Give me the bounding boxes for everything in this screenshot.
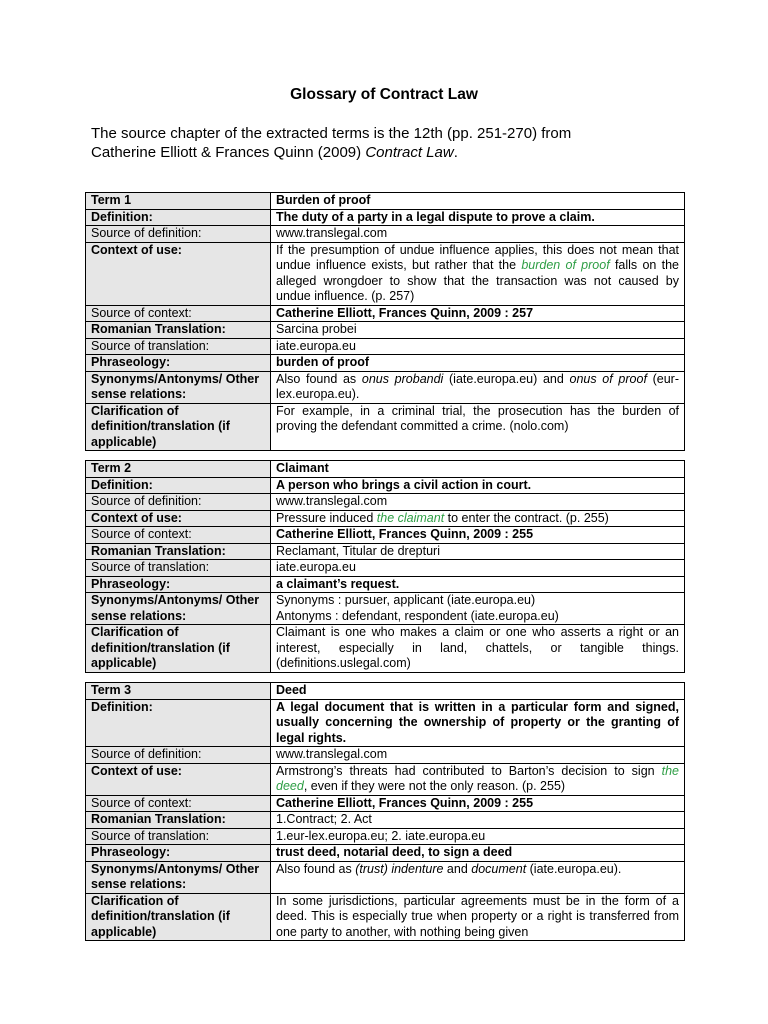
- context-highlight: the claimant: [376, 510, 445, 525]
- source-translation-label: Source of translation:: [86, 338, 271, 355]
- source-context-value: Catherine Elliott, Frances Quinn, 2009 : 255: [271, 527, 685, 544]
- table-row: [86, 242, 685, 305]
- table-row: [86, 226, 685, 243]
- phraseology-value: burden of proof: [271, 355, 685, 372]
- definition-label: Definition:: [86, 209, 271, 226]
- source-definition-value: www.translegal.com: [271, 494, 685, 511]
- source-context-label: Source of context:: [86, 305, 271, 322]
- romanian-label: Romanian Translation:: [86, 812, 271, 829]
- synonyms-line: Synonyms : pursuer, applicant (iate.europa.eu): [276, 593, 536, 607]
- romanian-value: 1.Contract; 2. Act: [271, 812, 685, 829]
- source-context-label: Source of context:: [86, 795, 271, 812]
- table-row: [86, 812, 685, 829]
- table-row: [86, 625, 685, 673]
- definition-label: Definition:: [86, 477, 271, 494]
- table-row: [86, 683, 685, 700]
- context-text-end: , even if they were not the only reason. (p. 255): [303, 779, 566, 793]
- source-translation-label: Source of translation:: [86, 560, 271, 577]
- table-row: [86, 510, 685, 527]
- syn-text: Also found as: [276, 371, 362, 386]
- context-text: Pressure induced: [276, 510, 377, 525]
- source-context-value: Catherine Elliott, Frances Quinn, 2009 : 257: [271, 305, 685, 322]
- syn-term: document: [471, 861, 527, 876]
- context-text: Armstrong’s threats had contributed to Barton’s decision to sign: [276, 763, 662, 778]
- table-row: [86, 193, 685, 210]
- syn-term: (trust) indenture: [355, 861, 444, 876]
- synonyms-value: [271, 861, 685, 893]
- context-highlight: burden of proof: [521, 258, 610, 272]
- term-table-1: [85, 192, 685, 451]
- clarification-label: Clarification of definition/translation (if applicable): [86, 893, 271, 941]
- romanian-value: Reclamant, Titular de drepturi: [271, 543, 685, 560]
- synonyms-value: [271, 371, 685, 403]
- table-row: [86, 527, 685, 544]
- synonyms-value: [271, 593, 685, 625]
- romanian-value: Sarcina probei: [271, 322, 685, 339]
- term-number: Term 3: [86, 683, 271, 700]
- source-definition-value: www.translegal.com: [271, 747, 685, 764]
- table-row: [86, 494, 685, 511]
- context-value: [271, 242, 685, 305]
- table-row: [86, 747, 685, 764]
- definition-label: Definition:: [86, 699, 271, 747]
- table-row: [86, 371, 685, 403]
- clarification-value: In some jurisdictions, particular agreements must be in the form of a deed. This is especially true when property or a right is transferred from one party to another, with nothing being given: [271, 893, 685, 941]
- table-row: [86, 305, 685, 322]
- clarification-value: For example, in a criminal trial, the prosecution has the burden of proving the defendant committed a crime. (nolo.com): [271, 403, 685, 451]
- table-row: [86, 543, 685, 560]
- table-row: [86, 861, 685, 893]
- term-table-3: [85, 682, 685, 941]
- table-row: [86, 828, 685, 845]
- term-number: Term 2: [86, 461, 271, 478]
- syn-text: (eur-lex.europa.eu).: [276, 371, 680, 401]
- phraseology-label: Phraseology:: [86, 355, 271, 372]
- source-translation-value: iate.europa.eu: [271, 560, 685, 577]
- definition-value: The duty of a party in a legal dispute to prove a claim.: [271, 209, 685, 226]
- source-translation-value: iate.europa.eu: [271, 338, 685, 355]
- document-title: Glossary of Contract Law: [290, 86, 478, 103]
- antonyms-line: Antonyms : defendant, respondent (iate.europa.eu): [276, 608, 559, 623]
- phraseology-label: Phraseology:: [86, 845, 271, 862]
- synonyms-label: Synonyms/Antonyms/ Other sense relations:: [86, 593, 271, 625]
- intro-book-title: Contract Law: [365, 144, 454, 161]
- table-row: [86, 560, 685, 577]
- syn-text: (iate.europa.eu) and: [443, 371, 570, 386]
- clarification-label: Clarification of definition/translation (if applicable): [86, 625, 271, 673]
- definition-value: A person who brings a civil action in court.: [271, 477, 685, 494]
- table-row: [86, 461, 685, 478]
- romanian-label: Romanian Translation:: [86, 322, 271, 339]
- table-row: [86, 893, 685, 941]
- source-context-value: Catherine Elliott, Frances Quinn, 2009 : 255: [271, 795, 685, 812]
- table-row: [86, 576, 685, 593]
- term-name: Burden of proof: [271, 193, 685, 210]
- definition-value: A legal document that is written in a particular form and signed, usually concerning the ownership of property or the granting of legal rights.: [271, 699, 685, 747]
- syn-text: and: [443, 861, 472, 876]
- table-row: [86, 209, 685, 226]
- context-text: If the presumption of undue influence applies, this does not mean that undue influence exists, but rather that the: [276, 242, 679, 272]
- context-label: Context of use:: [86, 242, 271, 305]
- term-name: Deed: [271, 683, 685, 700]
- table-row: [86, 795, 685, 812]
- table-row: [86, 763, 685, 795]
- intro-line2: Catherine Elliott & Frances Quinn (2009): [91, 144, 366, 161]
- term-number: Term 1: [86, 193, 271, 210]
- intro-line1: The source chapter of the extracted terms is the 12th (pp. 251-270) from: [91, 125, 572, 142]
- phraseology-value: trust deed, notarial deed, to sign a deed: [271, 845, 685, 862]
- syn-term: onus of proof: [569, 371, 647, 386]
- source-definition-value: www.translegal.com: [271, 226, 685, 243]
- phraseology-value: a claimant’s request.: [271, 576, 685, 593]
- term-table-2: [85, 460, 685, 673]
- context-value: [271, 510, 685, 527]
- syn-text: Also found as: [276, 861, 356, 876]
- romanian-label: Romanian Translation:: [86, 543, 271, 560]
- synonyms-label: Synonyms/Antonyms/ Other sense relations:: [86, 861, 271, 893]
- source-context-label: Source of context:: [86, 527, 271, 544]
- clarification-label: Clarification of definition/translation (if applicable): [86, 403, 271, 451]
- table-row: [86, 338, 685, 355]
- source-translation-value: 1.eur-lex.europa.eu; 2. iate.europa.eu: [271, 828, 685, 845]
- table-row: [86, 355, 685, 372]
- intro-paragraph: [91, 124, 691, 162]
- clarification-value: Claimant is one who makes a claim or one who asserts a right or an interest, especially in land, chattels, or tangible things. (definitions.uslegal.com): [271, 625, 685, 673]
- context-highlight: the deed: [276, 763, 679, 793]
- table-row: [86, 845, 685, 862]
- source-translation-label: Source of translation:: [86, 828, 271, 845]
- table-row: [86, 322, 685, 339]
- source-definition-label: Source of definition:: [86, 494, 271, 511]
- table-row: [86, 403, 685, 451]
- table-row: [86, 477, 685, 494]
- context-label: Context of use:: [86, 510, 271, 527]
- table-row: [86, 593, 685, 625]
- synonyms-label: Synonyms/Antonyms/ Other sense relations:: [86, 371, 271, 403]
- context-text-end: falls on the alleged wrongdoer to show that the transaction was not caused by undue influence. (p. 257): [276, 258, 679, 303]
- table-row: [86, 699, 685, 747]
- source-definition-label: Source of definition:: [86, 226, 271, 243]
- source-definition-label: Source of definition:: [86, 747, 271, 764]
- intro-end: .: [453, 144, 458, 161]
- context-label: Context of use:: [86, 763, 271, 795]
- syn-term: onus probandi: [361, 371, 444, 386]
- term-name: Claimant: [271, 461, 685, 478]
- phraseology-label: Phraseology:: [86, 576, 271, 593]
- context-value: [271, 763, 685, 795]
- syn-text: (iate.europa.eu).: [526, 861, 622, 876]
- context-text-end: to enter the contract. (p. 255): [444, 510, 609, 525]
